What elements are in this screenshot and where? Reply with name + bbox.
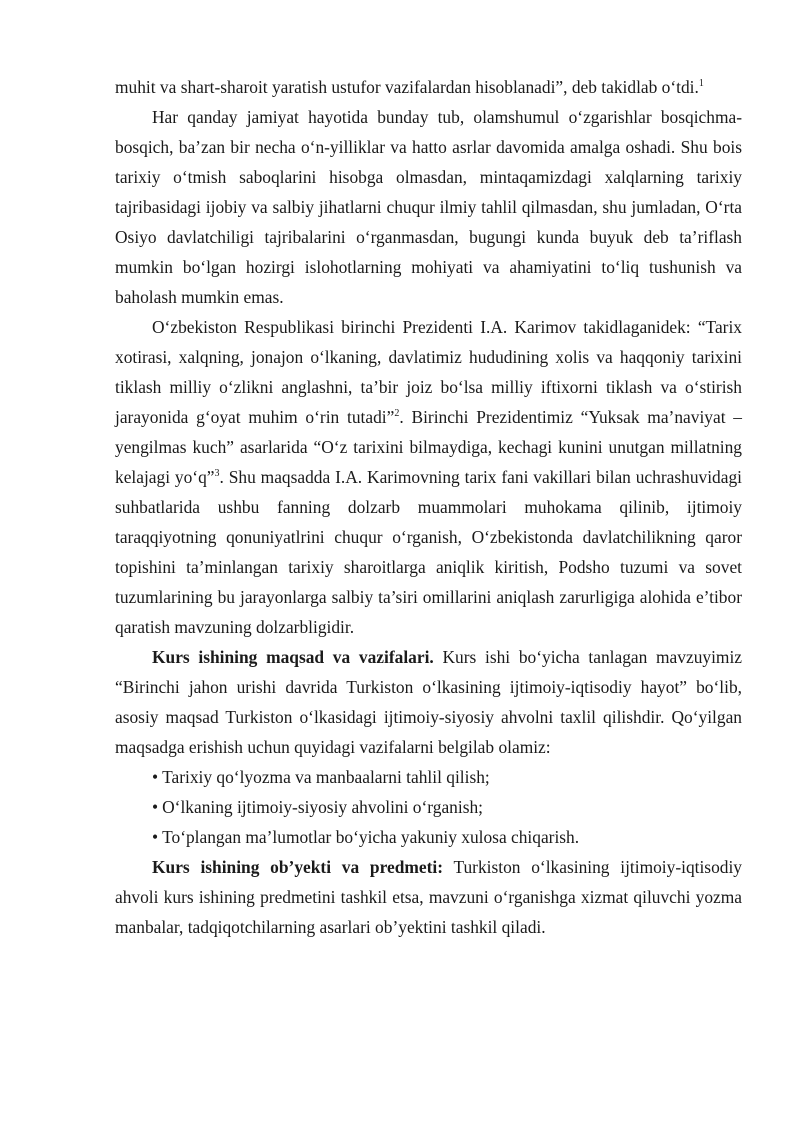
footnote-ref: 2 — [394, 408, 400, 420]
bullet-item — [115, 792, 742, 822]
bullet-marker: • — [152, 797, 159, 817]
bullet-text: To‘plangan ma’lumotlar bo‘yicha yakuniy xulosa chiqarish. — [162, 827, 580, 847]
paragraph-karimov-quote — [115, 312, 742, 642]
bullet-text: O‘lkaning ijtimoiy-siyosiy ahvolini o‘rganish; — [162, 797, 483, 817]
section-heading-goals: Kurs ishining maqsad va vazifalari. — [152, 647, 434, 667]
bullet-item — [115, 822, 742, 852]
paragraph-object-subject — [115, 852, 742, 942]
bullet-item — [115, 762, 742, 792]
bullet-marker: • — [152, 767, 159, 787]
paragraph-text: O‘zbekiston Respublikasi birinchi Prezidenti I.A. Karimov takidlaganidek: “Tarix xotirasi, xalqning, jonajon o‘lkaning, davlatimiz hududining xolis va haqqoniy tarixini tiklash milliy o‘zlikni anglashni, ta’bir joiz bo‘lsa milliy iftixorni tiklash va o‘stirish jarayonida g‘oyat muhim o‘rin tutadi” — [115, 317, 742, 427]
paragraph-text: muhit va shart-sharoit yaratish ustufor vazifalardan hisoblanadi”, deb takidlab o‘tdi. — [115, 77, 699, 97]
paragraph-text: Turkiston o‘lkasining ijtimoiy-iqtisodiy ahvoli kurs ishining predmetini tashkil etsa, mavzuni o‘rganishga xizmat qiluvchi yozma manbalar, tadqiqotchilarning asarlari ob’yektini tashkil qiladi. — [115, 857, 742, 937]
section-heading-object: Kurs ishining ob’yekti va predmeti: — [152, 857, 444, 877]
paragraph-goals — [115, 642, 742, 762]
footnote-ref: 3 — [214, 468, 220, 480]
paragraph-continuation — [115, 72, 742, 102]
paragraph-text: . Birinchi Prezidentimiz “Yuksak ma’naviyat – yengilmas kuch” asarlarida “O‘z tarixini bilmaydiga, kechagi kunini unutgan millatning kelajagi yo‘q” — [115, 407, 742, 487]
bullet-text: Tarixiy qo‘lyozma va manbaalarni tahlil qilish; — [162, 767, 490, 787]
paragraph-reform-history: Har qanday jamiyat hayotida bunday tub, olamshumul o‘zgarishlar bosqichma-bosqich, ba’zan bir necha o‘n-yilliklar va hatto asrlar davomida amalga oshadi. Shu bois tarixiy o‘tmish saboqlarini hisobga olmasdan, mintaqamizdagi xalqlarning tarixiy tajribasidagi ijobiy va salbiy jihatlarni chuqur ilmiy tahlil qilmasdan, shu jumladan, O‘rta Osiyo davlatchiligi tajribalarini o‘rganmasdan, bugungi kunda buyuk deb ta’riflash mumkin bo‘lgan hozirgi islohotlarning mohiyati va ahamiyatini to‘liq tushunish va baholash mumkin emas. — [115, 107, 742, 307]
document-page — [115, 72, 742, 942]
paragraph-text: . Shu maqsadda I.A. Karimovning tarix fani vakillari bilan uchrashuvidagi suhbatlarida ushbu fanning dolzarb muammolari muhokama qilinib, ijtimoiy taraqqiyotning qonuniyatlrini chuqur o‘rganish, O‘zbekistonda davlatchilikning qaror topishini ta’minlangan tarixiy sharoitlarga aniqlik kiritish, Podsho tuzumi va sovet tuzumlarining bu jarayonlarga salbiy ta’siri omillarini aniqlash zarurligiga alohida e’tibor qaratish mavzuning dolzarbligidir. — [115, 467, 742, 637]
bullet-marker: • — [152, 827, 159, 847]
footnote-ref: 1 — [698, 78, 704, 90]
paragraph-text: Kurs ishi bo‘yicha tanlagan mavzuyimiz “Birinchi jahon urishi davrida Turkiston o‘lkasining ijtimoiy-iqtisodiy hayot” bo‘lib, asosiy maqsad Turkiston o‘lkasidagi ijtimoiy-siyosiy ahvolni taxlil qilishdir. Qo‘yilgan maqsadga erishish uchun quyidagi vazifalarni belgilab olamiz: — [115, 647, 742, 757]
